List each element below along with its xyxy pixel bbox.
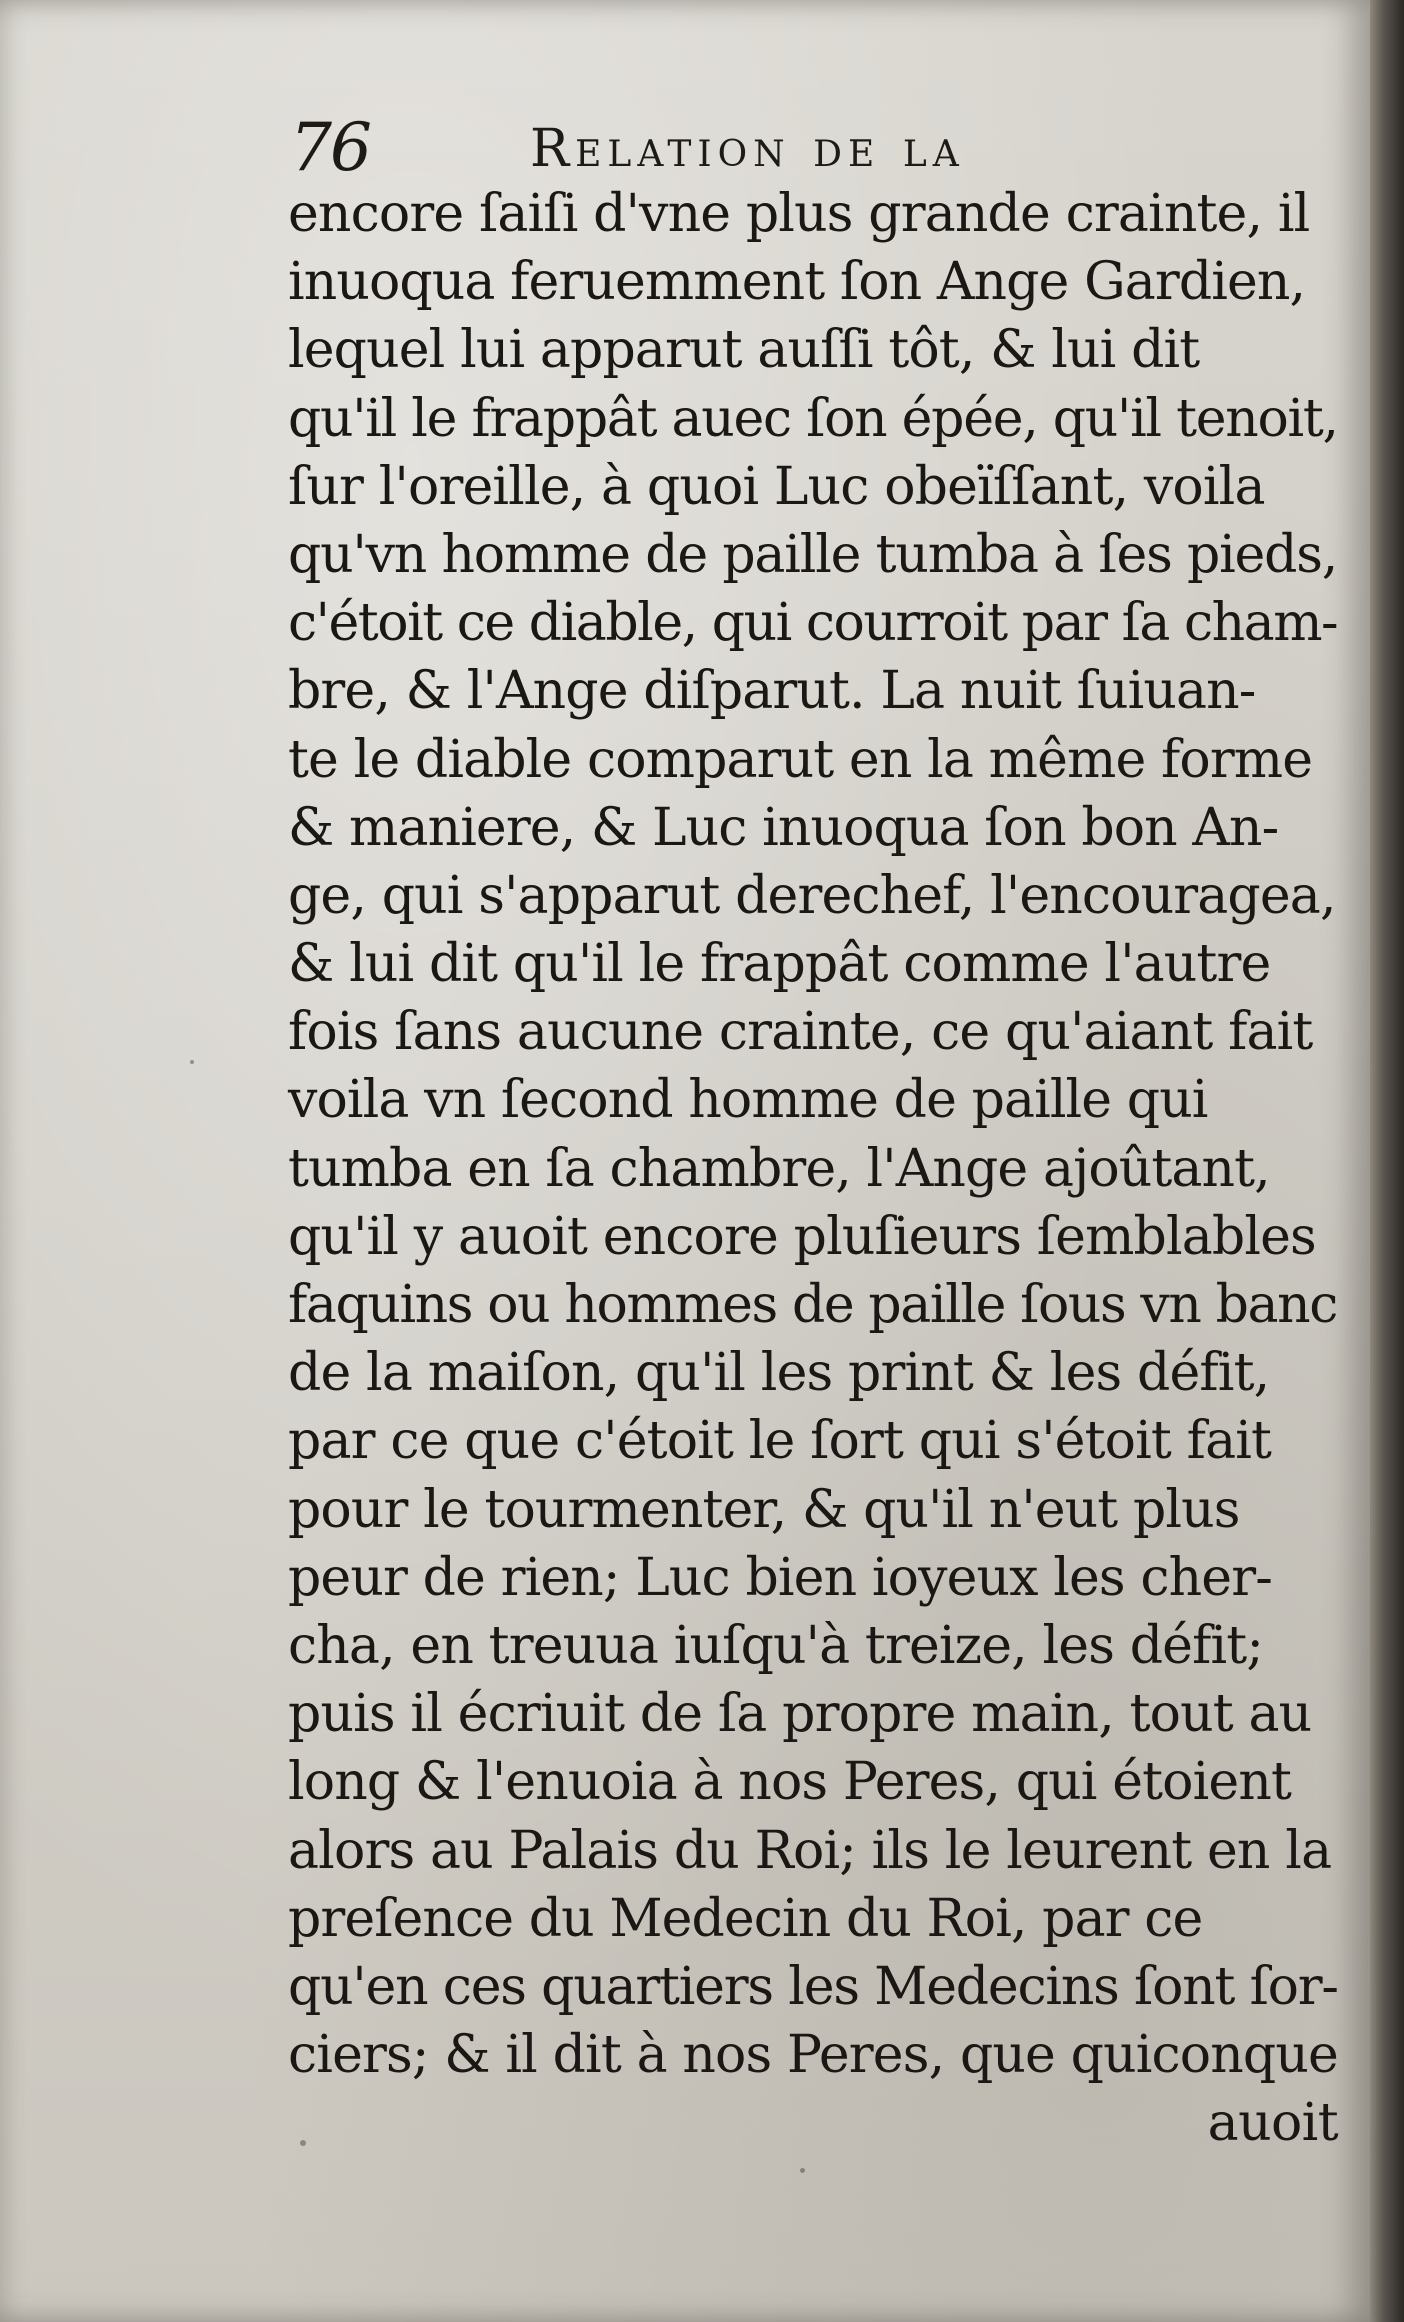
page-header [290,108,1170,188]
text-line: ge, qui s'apparut derechef, l'encouragea, [288,865,1336,926]
text-line: qu'il le frappât auec ſon épée, qu'il tenoit, [288,388,1338,449]
body-text [288,180,1348,2157]
text-line: faquins ou hommes de paille ſous vn banc [288,1275,1337,1335]
running-head: Relation de la [530,119,965,179]
text-line: pour le tourmenter, & qu'il n'eut plus [288,1479,1240,1540]
text-line: ciers; & il dit à nos Peres, que quiconque [288,2025,1338,2086]
text-line: lequel lui apparut auſſi tôt, & lui dit [288,320,1200,381]
text-line: & maniere, & Luc inuoqua ſon bon An- [288,797,1279,858]
text-line: puis il écriuit de ſa propre main, tout au [288,1684,1312,1745]
text-line: de la maiſon, qu'il les print & les défit, [288,1343,1270,1404]
text-line: preſence du Medecin du Roi, par ce [288,1888,1203,1949]
text-line: ſur l'oreille, à quoi Luc obeïſſant, voila [288,456,1265,517]
paper-speck [190,1060,194,1064]
paper-speck [300,2140,306,2146]
text-line: peur de rien; Luc bien ioyeux les cher- [288,1547,1272,1608]
text-line: cha, en treuua iuſqu'à treize, les défit; [288,1615,1263,1676]
text-line: c'étoit ce diable, qui courroit par ſa cham- [288,593,1338,654]
text-line: alors au Palais du Roi; ils le leurent en la [288,1820,1332,1881]
text-line: encore ſaiſi d'vne plus grande crainte, il [288,184,1310,244]
catchword: auoit [1207,2093,1338,2154]
text-line: tumba en ſa chambre, l'Ange ajoûtant, [288,1138,1270,1199]
text-line: qu'vn homme de paille tumba à ſes pieds, [288,524,1338,585]
text-line: bre, & l'Ange diſparut. La nuit ſuiuan- [288,661,1256,722]
text-line: qu'en ces quartiers les Medecins ſont ſor- [288,1956,1338,2017]
paper-speck [800,2168,805,2173]
text-line: par ce que c'étoit le ſort qui s'étoit fait [288,1411,1272,1472]
text-line: te le diable comparut en la même forme [288,729,1313,790]
page-edge-shadow [1370,0,1404,2322]
text-line: long & l'enuoia à nos Peres, qui étoient [288,1752,1292,1813]
text-line: fois ſans aucune crainte, ce qu'aiant fait [288,1002,1313,1063]
text-line: & lui dit qu'il le frappât comme l'autre [288,934,1271,995]
text-line: voila vn ſecond homme de paille qui [288,1070,1208,1131]
text-line: qu'il y auoit encore pluſieurs ſemblables [288,1206,1316,1267]
page-number: 76 [290,109,370,186]
text-line: inuoqua feruemment ſon Ange Gardien, [288,252,1306,313]
